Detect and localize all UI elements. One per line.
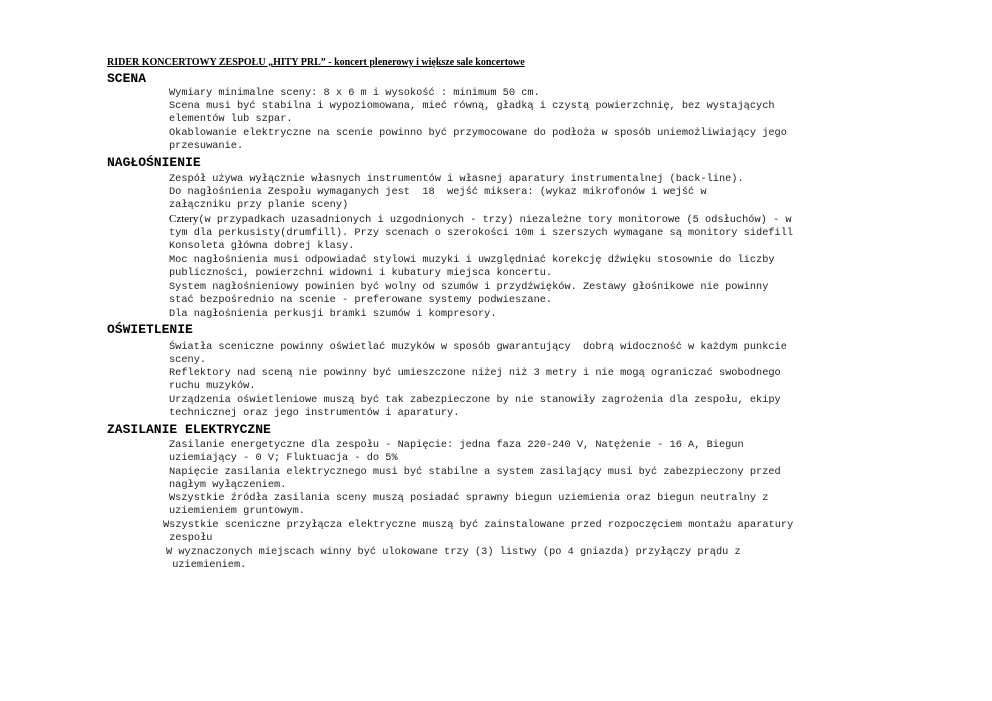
paragraph: Moc nagłośnienia musi odpowiadać stylowi muzyki i uwzględniać korekcję dźwięku stosownie do liczby publiczności, powierzchni widowni i kubatury miejsca koncertu.: [169, 254, 775, 280]
paragraph: Wszystkie sceniczne przyłącza elektryczne muszą być zainstalowane przed rozpoczęciem montażu aparatury zespołu: [163, 519, 794, 545]
paragraph-text: (w przypadkach uzasadnionych i uzgodnionych - trzy) niezależne tory monitorowe (5 odsłuchów) - w tym dla perkusisty(drumfill). Przy scenach o szerokości 10m i szerszych wymagane są monitory sidefill: [169, 214, 794, 240]
paragraph: W wyznaczonych miejscach winny być ulokowane trzy (3) listwy (po 4 gniazda) przyłączy prądu z uziemieniem.: [166, 546, 741, 572]
paragraph: Konsoleta główna dobrej klasy.: [169, 240, 355, 252]
paragraph: Napięcie zasilania elektrycznego musi być stabilne a system zasilający musi być zabezpieczony przed nagłym wyłączeniem.: [169, 466, 781, 492]
paragraph: Reflektory nad sceną nie powinny być umieszczone niżej niż 3 metry i nie mogą ograniczać swobodnego ruchu muzyków.: [169, 367, 781, 393]
section-heading-naglosnienie: NAGŁOŚNIENIE: [107, 155, 201, 170]
lead-word: Cztery: [169, 213, 199, 225]
section-heading-scena: SCENA: [107, 71, 147, 86]
paragraph: Urządzenia oświetleniowe muszą być tak zabezpieczone by nie stanowiły zagrożenia dla zespołu, ekipy technicznej oraz jego instrumentów i aparatury.: [169, 394, 781, 420]
paragraph: Zasilanie energetyczne dla zespołu - Napięcie: jedna faza 220-240 V, Natężenie - 16 A, Biegun uziemiający - 0 V; Fluktuacja - do 5%: [169, 439, 744, 465]
section-heading-zasilanie: ZASILANIE ELEKTRYCZNE: [107, 422, 271, 437]
paragraph: Scena musi być stabilna i wypoziomowana, mieć równą, gładką i czystą powierzchnię, bez wystających elementów lub szpar.: [169, 100, 775, 126]
document-title: RIDER KONCERTOWY ZESPOŁU „HITY PRL” - koncert plenerowy i większe sale koncertowe: [107, 57, 525, 68]
paragraph: Dla nagłośnienia perkusji bramki szumów i kompresory.: [169, 308, 497, 320]
paragraph: Zespół używa wyłącznie własnych instrumentów i własnej aparatury instrumentalnej (back-line).: [169, 173, 744, 185]
paragraph: Wszystkie źródła zasilania sceny muszą posiadać sprawny biegun uziemienia oraz biegun neutralny z uziemieniem gruntowym.: [169, 492, 769, 518]
paragraph: Okablowanie elektryczne na scenie powinno być przymocowane do podłoża w sposób uniemożliwiający jego przesuwanie.: [169, 127, 787, 153]
paragraph: [169, 213, 909, 241]
section-heading-oswietlenie: OŚWIETLENIE: [107, 322, 193, 337]
paragraph: Do nagłośnienia Zespołu wymaganych jest 18 wejść miksera: (wykaz mikrofonów i wejść w załączniku przy planie sceny): [169, 186, 707, 212]
paragraph: Wymiary minimalne sceny: 8 x 6 m i wysokość : minimum 50 cm.: [169, 87, 540, 99]
paragraph: System nagłośnieniowy powinien być wolny od szumów i przydźwięków. Zestawy głośnikowe nie powinny stać bezpośrednio na scenie - preferowane systemy podwieszane.: [169, 281, 769, 307]
paragraph: Światła sceniczne powinny oświetlać muzyków w sposób gwarantujący dobrą widoczność w każdym punkcie sceny.: [169, 341, 787, 367]
